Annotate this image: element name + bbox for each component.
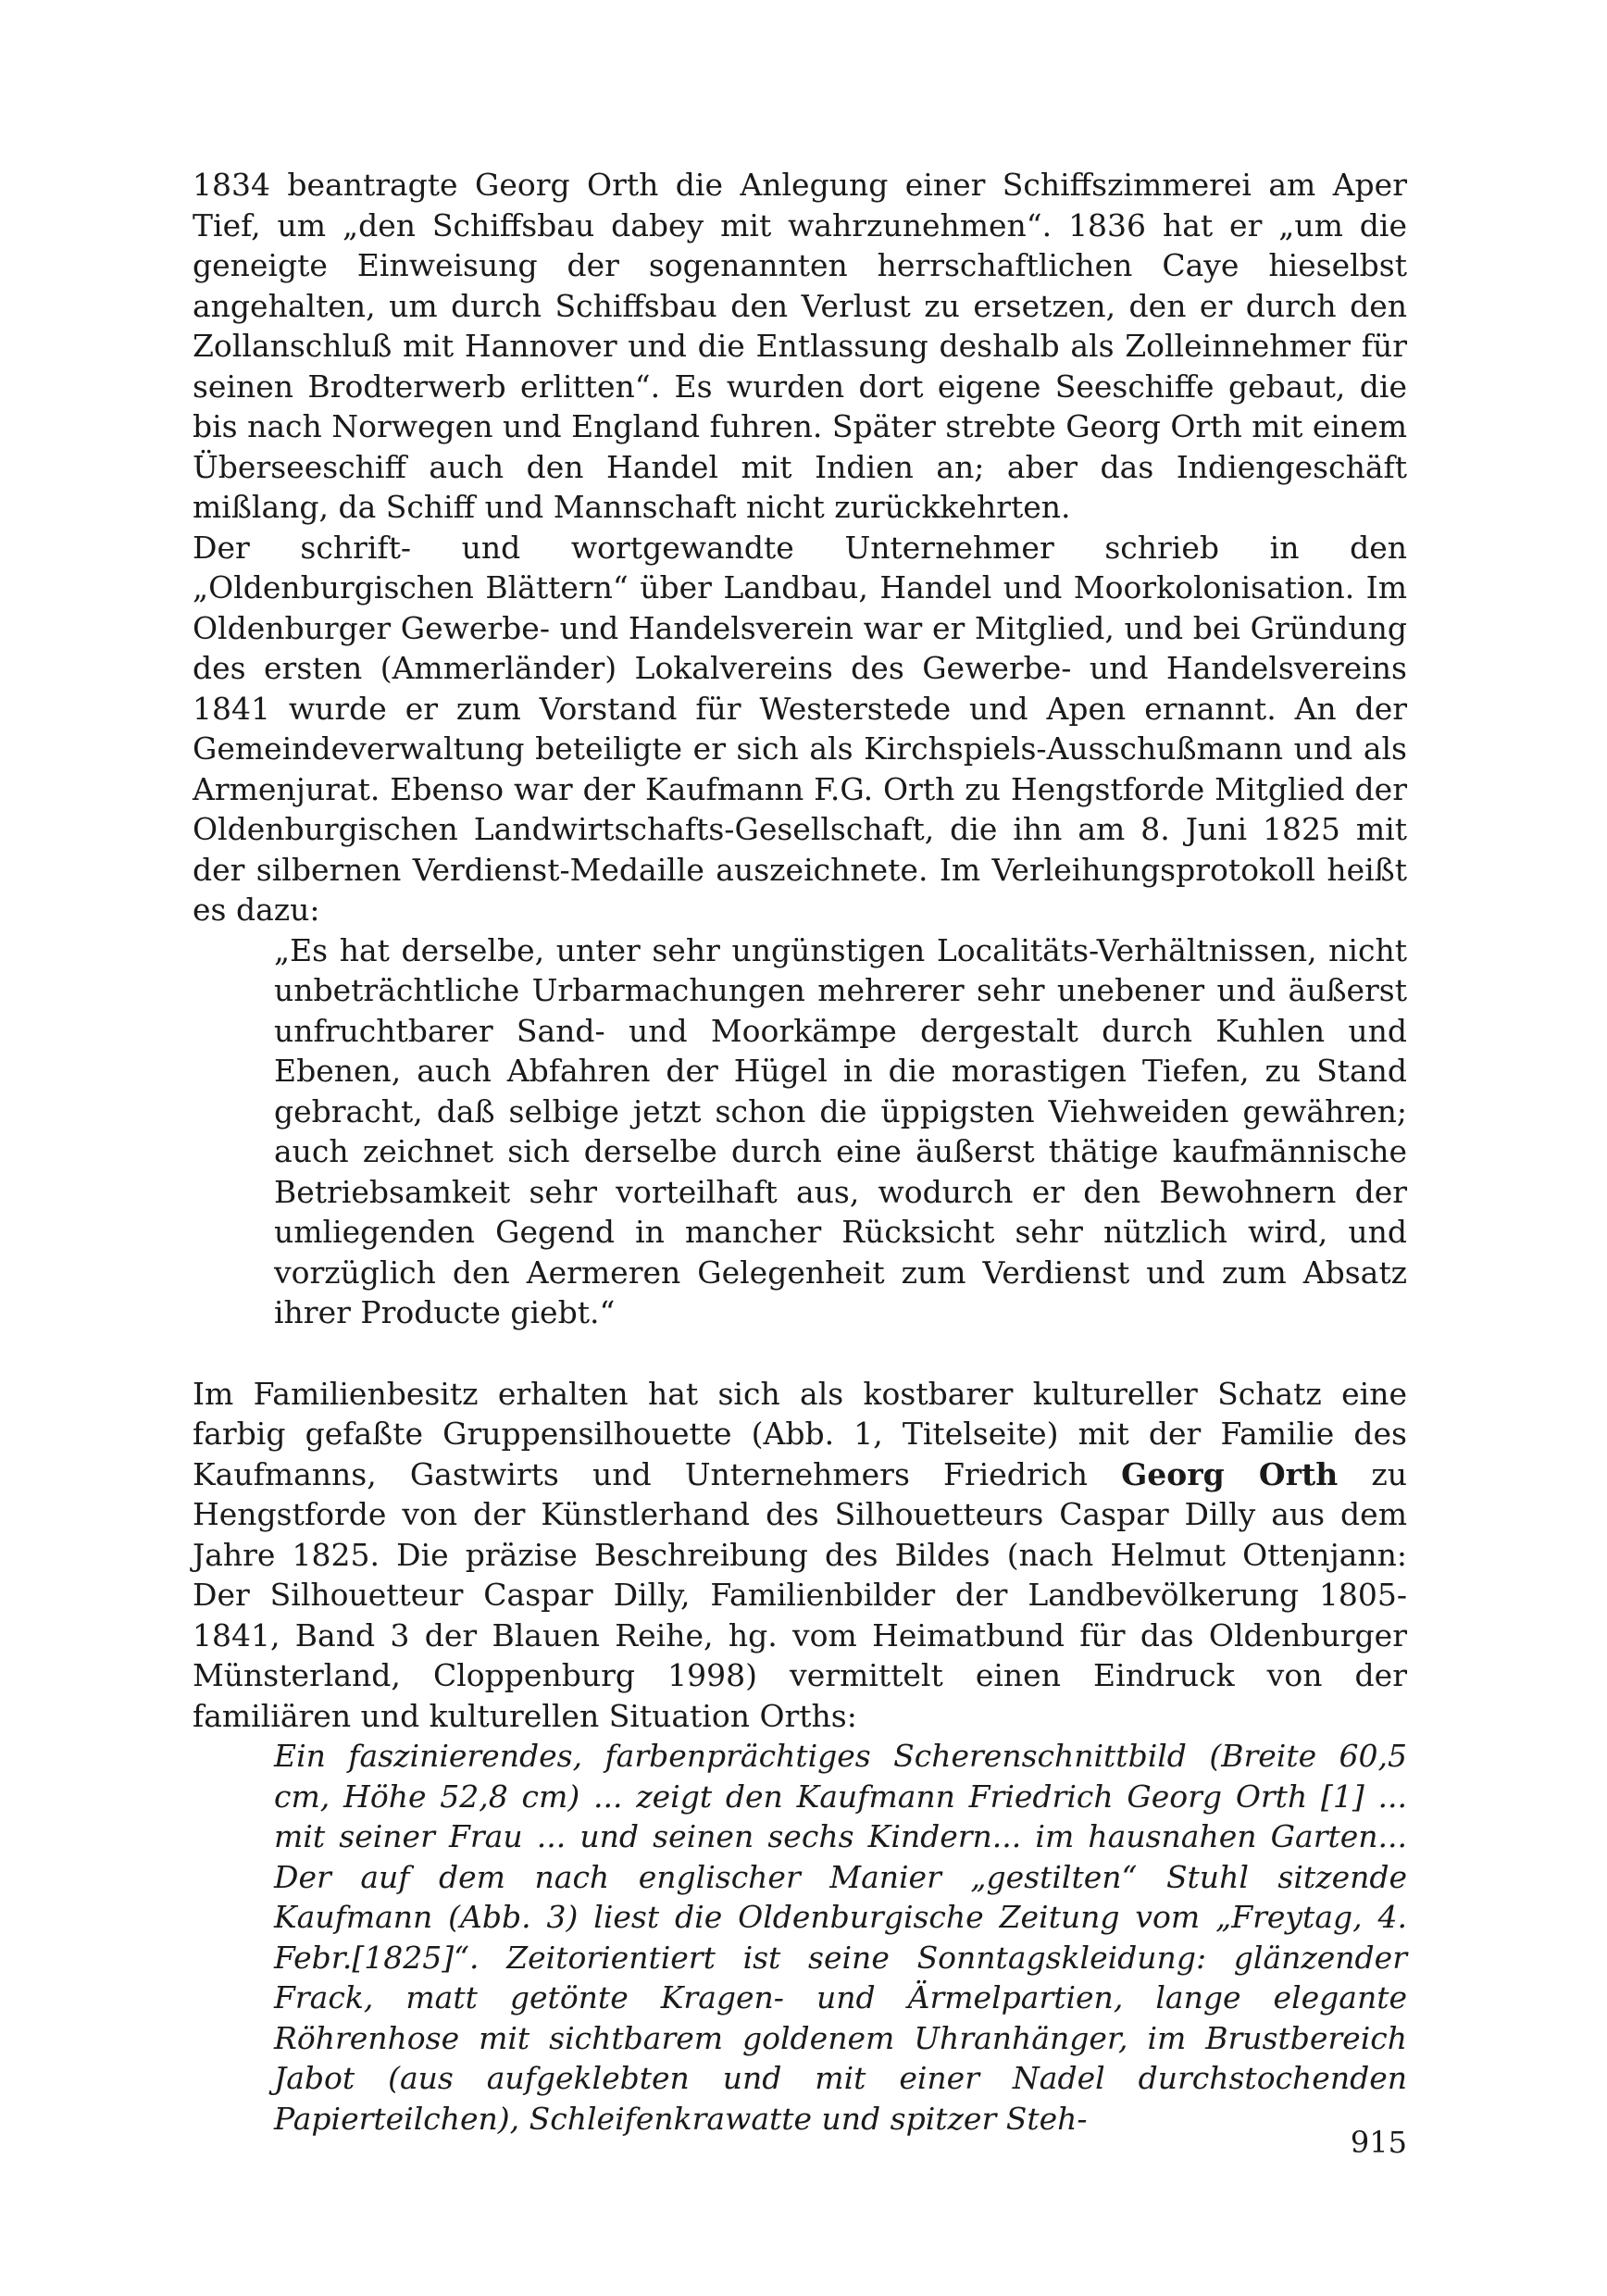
name-georg-orth: Georg Orth bbox=[1121, 1455, 1339, 1492]
quote-picture-description: Ein faszinierendes, farbenprächtiges Scherenschnittbild (Breite 60,5 cm, Höhe 52,8 cm) ... zeigt den Kaufmann Friedrich Georg Orth [1] ... mit seiner Frau ... und seinen sechs Kindern... im hausnahen Garten... Der auf dem nach englischer Manier „gestilten“ Stuhl sitzende Kaufmann (Abb. 3) liest die Oldenburgische Zeitung vom „Freytag, 4. Febr.[1825]“. Zeitorientiert ist seine Sonntagskleidung: glänzender Frack, matt getönte Kragen- und Ärmelpartien, lange elegante Röhrenhose mit sichtbarem goldenem Uhranhänger, im Brustbereich Jabot (aus aufgeklebten und mit einer Nadel durchstochenden Papierteilchen), Schleifenkrawatte und spitzer Steh- bbox=[274, 1738, 1407, 2137]
paragraph-gap bbox=[193, 1333, 1407, 1374]
page-body bbox=[193, 165, 1407, 2139]
paragraph-shipbuilding: 1834 beantragte Georg Orth die Anlegung einer Schiffszimmerei am Aper Tief, um „den Schiffsbau dabey mit wahrzunehmen“. 1836 hat er „um die geneigte Einweisung der sogenannten herrschaftlichen Caye hieselbst angehalten, um durch Schiffsbau den Verlust zu ersetzen, den er durch den Zollanschluß mit Hannover und die Entlassung deshalb als Zolleinnehmer für seinen Brodterwerb erlitten“. Es wurden dort eigene Seeschiffe gebaut, die bis nach Norwegen und England fuhren. Später strebte Georg Orth mit einem Überseeschiff auch den Handel mit Indien an; aber das Indiengeschäft mißlang, da Schiff und Mannschaft nicht zurückkehrten. bbox=[193, 167, 1407, 525]
quote-award-protocol: „Es hat derselbe, unter sehr ungünstigen Localitäts-Verhältnissen, nicht unbeträchtliche Urbarmachungen mehrerer sehr unebener und äußerst unfruchtbarer Sand- und Moorkämpe dergestalt durch Kuhlen und Ebenen, auch Abfahren der Hügel in die morastigen Tiefen, zu Stand gebracht, daß selbige jetzt schon die üppigsten Viehweiden gewähren; auch zeichnet sich derselbe durch eine äußerst thätige kaufmännische Betriebsamkeit sehr vorteilhaft aus, wodurch er den Bewohnern der umliegenden Gegend in mancher Rücksicht sehr nützlich wird, und vorzüglich den Aermeren Gelegenheit zum Verdienst und zum Absatz ihrer Producte giebt.“ bbox=[274, 931, 1407, 1330]
page-number: 915 bbox=[1350, 2125, 1407, 2160]
paragraph-entrepreneur: Der schrift- und wortgewandte Unternehmer schrieb in den „Oldenburgischen Blättern“ über Landbau, Handel und Moorkolonisation. Im Oldenburger Gewerbe- und Handelsverein war er Mitglied, und bei Gründung des ersten (Ammerländer) Lokalvereins des Gewerbe- und Handelsvereins 1841 wurde er zum Vorstand für Westerstede und Apen ernannt. An der Gemeindeverwaltung beteiligte er sich als Kirchspiels-Ausschußmann und als Armenjurat. Ebenso war der Kaufmann F.G. Orth zu Hengstforde Mitglied der Oldenburgischen Landwirtschafts-Gesellschaft, die ihn am 8. Juni 1825 mit der silbernen Verdienst-Medaille auszeichnete. Im Verleihungsprotokoll heißt es dazu: bbox=[193, 529, 1407, 928]
silhouette-text-start: Im Familienbesitz erhalten hat sich als kostbarer kultureller Schatz eine farbig gefaßte Gruppensilhouette (Abb. 1, Titelseite) mit der Familie des Kaufmanns, Gastwirts und Unternehmers Friedrich bbox=[193, 1375, 1407, 1492]
paragraph-silhouette bbox=[193, 1374, 1407, 1737]
silhouette-text-end: zu Hengstforde von der Künstlerhand des Silhouetteurs Caspar Dilly aus dem Jahre 1825. Die präzise Beschreibung des Bildes (nach Helmut Ottenjann: Der Silhouetteur Caspar Dilly, Familienbilder der Landbevölkerung 1805-1841, Band 3 der Blauen Reihe, hg. vom Heimatbund für das Oldenburger Münsterland, Cloppenburg 1998) vermittelt einen Eindruck von der familiären und kulturellen Situation Orths: bbox=[193, 1455, 1407, 1734]
